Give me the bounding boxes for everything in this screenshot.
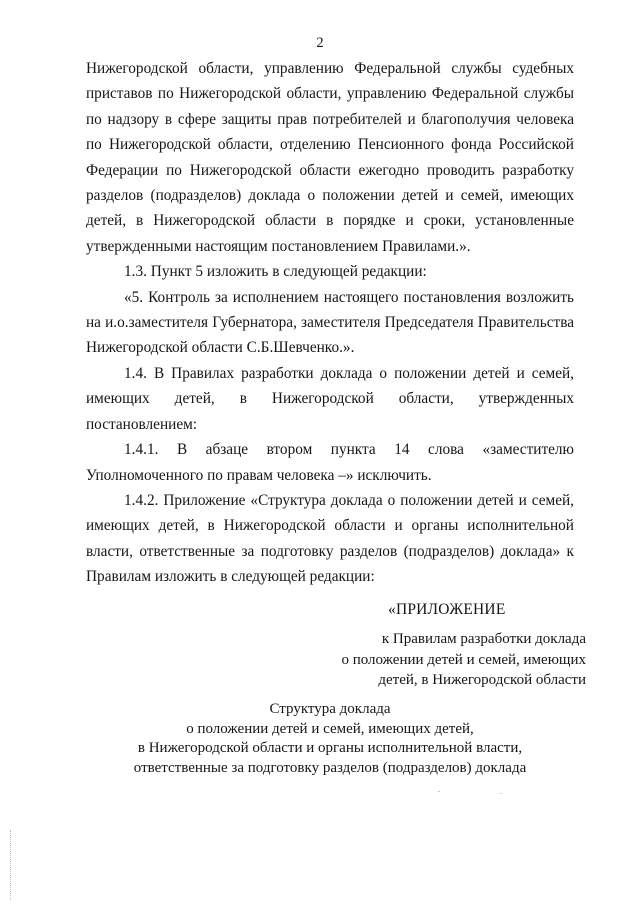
- structure-title-line: в Нижегородской области и органы исполнительной власти,: [137, 740, 523, 756]
- appendix-ref-line: к Правилам разработки доклада: [381, 631, 586, 647]
- scan-edge-marks: [10, 830, 12, 900]
- appendix-reference: [326, 629, 586, 691]
- structure-title-line: Структура доклада: [269, 701, 391, 717]
- scan-speck: [438, 791, 440, 792]
- paragraph-control-clause: «5. Контроль за исполнением настоящего постановления возложить на и.о.заместителя Губернатора, заместителя Председателя Правительства Нижегородской области С.Б.Шевченко.».: [86, 288, 574, 357]
- structure-title: [86, 700, 574, 778]
- paragraph-1-4: 1.4. В Правилах разработки доклада о положении детей и семей, имеющих детей, в Нижегородской области, утвержденных постановлением:: [86, 364, 574, 433]
- structure-title-line: о положении детей и семей, имеющих детей,: [186, 720, 474, 737]
- structure-title-line: ответственные за подготовку разделов (подразделов) доклада: [133, 759, 527, 776]
- paragraph-continuation: Нижегородской области, управлению Федеральной службы судебных приставов по Нижегородской области, управлению Федеральной службы по надзору в сфере защиты прав потребителей и благополучия человека по Нижегородской области, отделению Пенсионного фонда Российской Федерации по Нижегородской области ежегодно проводить разработку разделов (подразделов) доклада о положении детей и семей, имеющих детей, в Нижегородской области в порядке и сроки, установленные утвержденными настоящим постановлением Правилами.».: [86, 60, 574, 255]
- paragraph-1-4-2: 1.4.2. Приложение «Структура доклада о положении детей и семей, имеющих детей, в Нижегородской области и органы исполнительной власти, ответственные за подготовку разделов (подразделов) доклада» к Правилам изложить в следующей редакции:: [86, 491, 574, 586]
- paragraph-1-4-1: 1.4.1. В абзаце втором пункта 14 слова «заместителю: [124, 441, 574, 459]
- paragraph-1-4-1-end: Уполномоченного по правам человека –» исключить.: [86, 466, 432, 484]
- page-number: 2: [316, 35, 324, 51]
- appendix-ref-line: о положении детей и семей, имеющих: [341, 651, 586, 668]
- appendix-heading: «ПРИЛОЖЕНИЕ: [388, 601, 506, 618]
- document-body: [86, 56, 574, 590]
- appendix-ref-line: детей, в Нижегородской области: [378, 672, 586, 688]
- paragraph-1-3: 1.3. Пункт 5 изложить в следующей редакции:: [124, 263, 427, 281]
- scan-speck: [500, 793, 502, 794]
